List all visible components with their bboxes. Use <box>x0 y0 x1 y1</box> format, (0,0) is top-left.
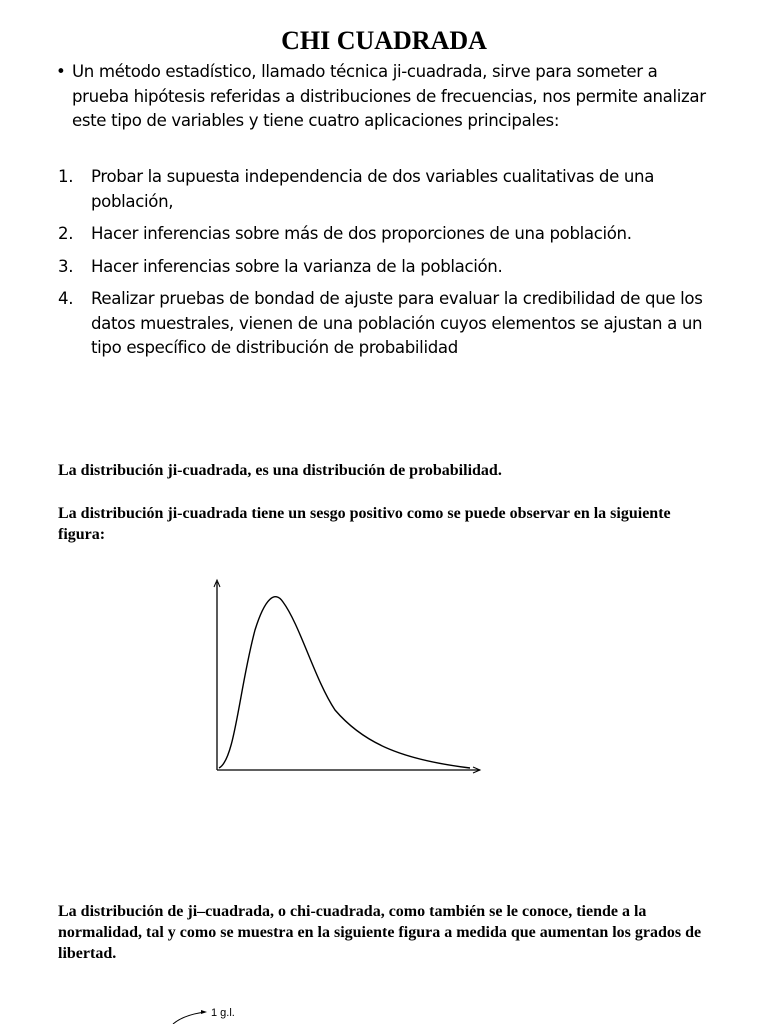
list-item <box>58 255 718 280</box>
list-item <box>58 165 718 214</box>
paragraph-distribution-definition: La distribución ji-cuadrada, es una distribución de probabilidad. <box>58 462 502 479</box>
intro-text: Un método estadístico, llamado técnica ji-cuadrada, sirve para someter a prueba hipótesis referidas a distribuciones de frecuencias, nos permite analizar este tipo de variables y tiene cuatro aplicaciones principales: <box>72 62 706 130</box>
applications-list <box>58 165 718 369</box>
density-curve <box>219 597 470 768</box>
bullet-icon: • <box>56 62 66 81</box>
list-item-number: 1. <box>58 167 74 186</box>
paragraph-positive-skew: La distribución ji-cuadrada tiene un sesgo positivo como se puede observar en la siguiente figura: <box>58 505 671 543</box>
list-item-text: Hacer inferencias sobre la varianza de la población. <box>91 256 503 276</box>
df-label-1: 1 g.l. <box>211 1007 235 1019</box>
intro-bullet-item <box>56 60 716 134</box>
list-item-number: 2. <box>58 224 74 243</box>
pointer-arrow-icon <box>201 1010 207 1014</box>
list-item-text: Hacer inferencias sobre más de dos proporciones de una población. <box>91 224 632 243</box>
list-item-number: 3. <box>58 256 74 276</box>
page-title: CHI CUADRADA <box>281 26 487 55</box>
list-item <box>58 222 718 247</box>
list-item-number: 4. <box>58 289 74 308</box>
list-item-text: Realizar pruebas de bondad de ajuste para evaluar la credibilidad de que los datos muestrales, vienen de una población cuyos elementos se ajustan a un tipo específico de distribución de probabilidad <box>91 289 703 357</box>
list-item <box>58 287 718 361</box>
curve-pointer <box>173 1012 205 1024</box>
degrees-of-freedom-figure <box>165 1000 365 1024</box>
list-item-text: Probar la supuesta independencia de dos variables cualitativas de una población, <box>91 167 655 211</box>
paragraph-normality-tendency: La distribución de ji–cuadrada, o chi-cuadrada, como también se le conoce, tiende a la normalidad, tal y como se muestra en la siguiente figura a medida que aumentan los grados de libertad. <box>58 903 702 962</box>
chi-square-density-figure <box>205 570 495 780</box>
